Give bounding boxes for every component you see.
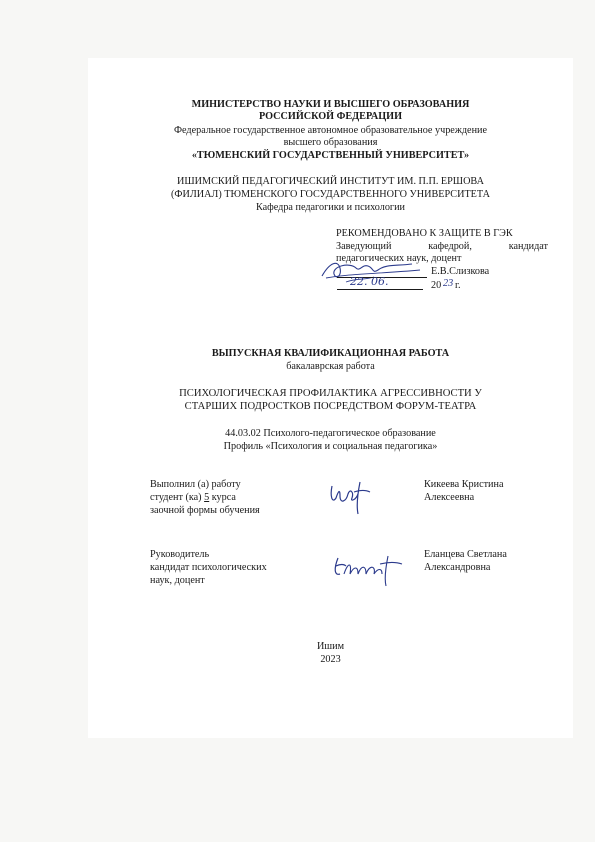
approval-position-word-3: кандидат — [508, 241, 548, 252]
approval-year-suffix: г. — [455, 280, 461, 291]
student-role-line-1: Выполнил (а) работу — [150, 479, 241, 490]
work-profile: Профиль «Психология и социальная педагогика» — [223, 441, 438, 452]
approval-title: РЕКОМЕНДОВАНО К ЗАЩИТЕ В ГЭК — [336, 228, 513, 239]
supervisor-role-line-1: Руководитель — [150, 549, 210, 560]
student-course-number: 5 — [204, 492, 210, 503]
date-line — [337, 288, 423, 290]
supervisor-signature — [330, 552, 410, 588]
ministry-line-1: МИНИСТЕРСТВО НАУКИ И ВЫСШЕГО ОБРАЗОВАНИЯ — [191, 99, 470, 110]
student-role-prefix: студент (ка) — [150, 492, 202, 503]
student-signature — [326, 478, 374, 516]
footer-city: Ишим — [316, 641, 345, 652]
supervisor-name-line-2: Александровна — [424, 562, 491, 573]
supervisor-role-line-3: наук, доцент — [150, 575, 205, 586]
institute-line-2: (ФИЛИАЛ) ТЮМЕНСКОГО ГОСУДАРСТВЕННОГО УНИВЕРСИТЕТА — [171, 189, 490, 200]
work-level: бакалаврская работа — [286, 361, 375, 372]
approval-position-line-1 — [336, 241, 548, 253]
institution-type-line-2: высшего образования — [283, 137, 378, 148]
student-name-line-1: Кикеева Кристина — [424, 479, 504, 490]
ministry-line-2: РОССИЙСКОЙ ФЕДЕРАЦИИ — [258, 111, 403, 122]
supervisor-name-line-1: Еланцева Светлана — [424, 549, 507, 560]
approval-head-name: Е.В.Слизкова — [431, 266, 490, 277]
work-specialty: 44.03.02 Психолого-педагогическое образование — [225, 428, 436, 439]
institution-type-line-1: Федеральное государственное автономное образовательное учреждение — [173, 125, 487, 136]
approval-date-handwritten: 22. 06. — [350, 275, 389, 288]
university-name: «ТЮМЕНСКИЙ ГОСУДАРСТВЕННЫЙ УНИВЕРСИТЕТ» — [191, 150, 470, 161]
work-type: ВЫПУСКНАЯ КВАЛИФИКАЦИОННАЯ РАБОТА — [211, 348, 450, 359]
approval-year-prefix: 20 — [431, 280, 442, 291]
student-name-line-2: Алексеевна — [424, 492, 475, 503]
approval-position-word-1: Заведующий — [336, 241, 392, 252]
student-role-line-3: заочной формы обучения — [150, 505, 260, 516]
approval-position-word-2: кафедрой, — [428, 241, 472, 252]
approval-position-line-2: педагогических наук, доцент — [336, 253, 462, 264]
footer-year: 2023 — [320, 654, 341, 665]
student-role-suffix: курса — [211, 492, 236, 503]
institute-line-1: ИШИМСКИЙ ПЕДАГОГИЧЕСКИЙ ИНСТИТУТ ИМ. П.П. ЕРШОВА — [177, 176, 484, 187]
work-title-line-2: СТАРШИХ ПОДРОСТКОВ ПОСРЕДСТВОМ ФОРУМ-ТЕАТРА — [184, 401, 477, 412]
approval-year-handwritten: 23 — [443, 278, 454, 289]
department-name: Кафедра педагогики и психологии — [255, 202, 405, 213]
work-title-line-1: ПСИХОЛОГИЧЕСКАЯ ПРОФИЛАКТИКА АГРЕССИВНОСТИ У — [179, 388, 482, 399]
supervisor-role-line-2: кандидат психологических — [150, 562, 267, 573]
student-role-line-2 — [150, 492, 236, 504]
